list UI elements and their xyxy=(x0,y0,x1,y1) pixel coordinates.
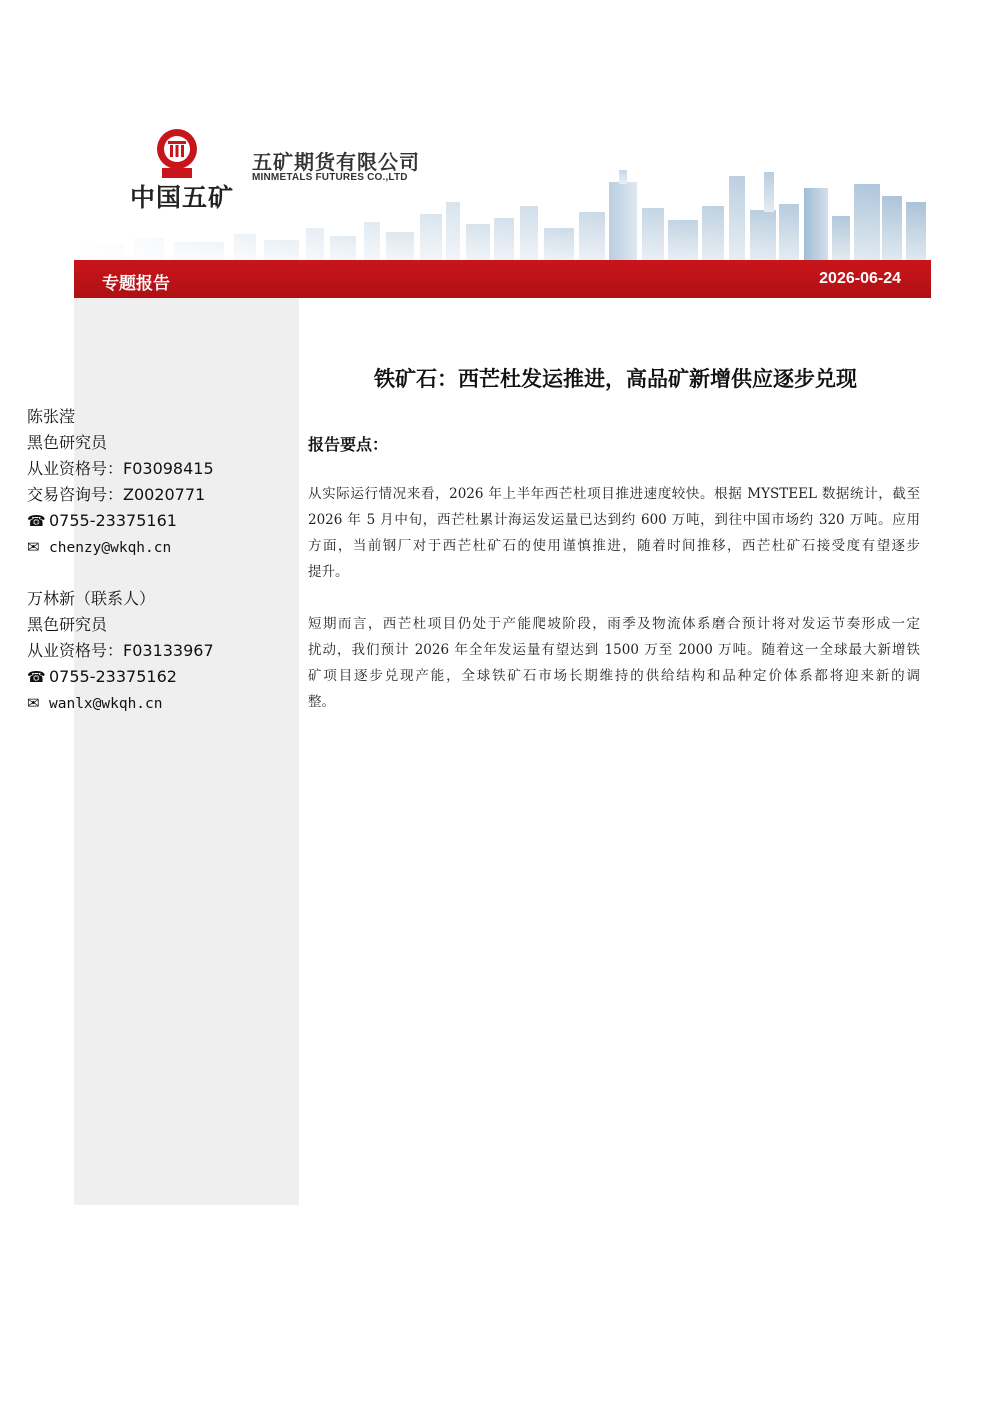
analyst-email-row xyxy=(27,690,214,716)
paragraph-line: 扰动，我们预计 2026 年全年发运量有望达到 1500 万至 2000 万吨。随着这一全球最大新增铁 xyxy=(308,642,920,658)
analyst-phone: 0755-23375162 xyxy=(49,667,177,686)
paragraph-line: 提升。 xyxy=(308,564,349,580)
analyst-card xyxy=(27,404,214,560)
envelope-icon: ✉ xyxy=(27,694,40,712)
key-points-heading: 报告要点： xyxy=(308,435,389,454)
analyst-card xyxy=(27,586,214,716)
analyst-phone: 0755-23375161 xyxy=(49,511,177,530)
report-type-label: 专题报告 xyxy=(102,274,170,294)
group-name: 中国五矿 xyxy=(130,183,235,212)
key-points-paragraph xyxy=(308,611,920,715)
analyst-consult-license: 交易咨询号：Z0020771 xyxy=(27,485,206,504)
paragraph-line: 2026 年 5 月中旬，西芒杜累计海运发运量已达到约 600 万吨，到往中国市场约 320 万吨。应用 xyxy=(308,512,920,528)
paragraph-line: 整。 xyxy=(308,694,335,710)
analyst-email[interactable]: chenzy@wkqh.cn xyxy=(49,540,172,556)
report-title: 铁矿石：西芒杜发运推进，高品矿新增供应逐步兑现 xyxy=(374,366,857,391)
analyst-phone-row xyxy=(27,508,214,534)
analyst-email[interactable]: wanlx@wkqh.cn xyxy=(49,696,163,712)
report-type-bar xyxy=(74,260,931,298)
phone-icon: ☎ xyxy=(27,512,46,530)
report-date: 2026-06-24 xyxy=(819,270,901,287)
analyst-role: 黑色研究员 xyxy=(27,615,108,634)
analyst-name: 万林新（联系人） xyxy=(27,589,156,608)
company-name-en: MINMETALS FUTURES CO.,LTD xyxy=(252,172,408,183)
analyst-license: 从业资格号：F03098415 xyxy=(27,459,214,478)
paragraph-line: 方面，当前钢厂对于西芒杜矿石的使用谨慎推进，随着时间推移，西芒杜矿石接受度有望逐步 xyxy=(308,538,920,554)
analyst-role: 黑色研究员 xyxy=(27,433,108,452)
company-name-cn: 五矿期货有限公司 xyxy=(252,150,420,174)
paragraph-line: 短期而言，西芒杜项目仍处于产能爬坡阶段，雨季及物流体系磨合预计将对发运节奏形成一定 xyxy=(308,616,920,632)
analyst-phone-row xyxy=(27,664,214,690)
minmetals-emblem-icon xyxy=(154,128,200,180)
paragraph-line: 矿项目逐步兑现产能，全球铁矿石市场长期维持的供给结构和品种定价体系都将迎来新的调 xyxy=(308,668,920,684)
phone-icon: ☎ xyxy=(27,668,46,686)
envelope-icon: ✉ xyxy=(27,538,40,556)
key-points-paragraph xyxy=(308,481,920,585)
report-header xyxy=(74,110,931,260)
analyst-email-row xyxy=(27,534,214,560)
analyst-name: 陈张滢 xyxy=(27,407,76,426)
analyst-license: 从业资格号：F03133967 xyxy=(27,641,214,660)
paragraph-line: 从实际运行情况来看，2026 年上半年西芒杜项目推进速度较快。根据 MYSTEEL 数据统计，截至 xyxy=(308,486,920,502)
